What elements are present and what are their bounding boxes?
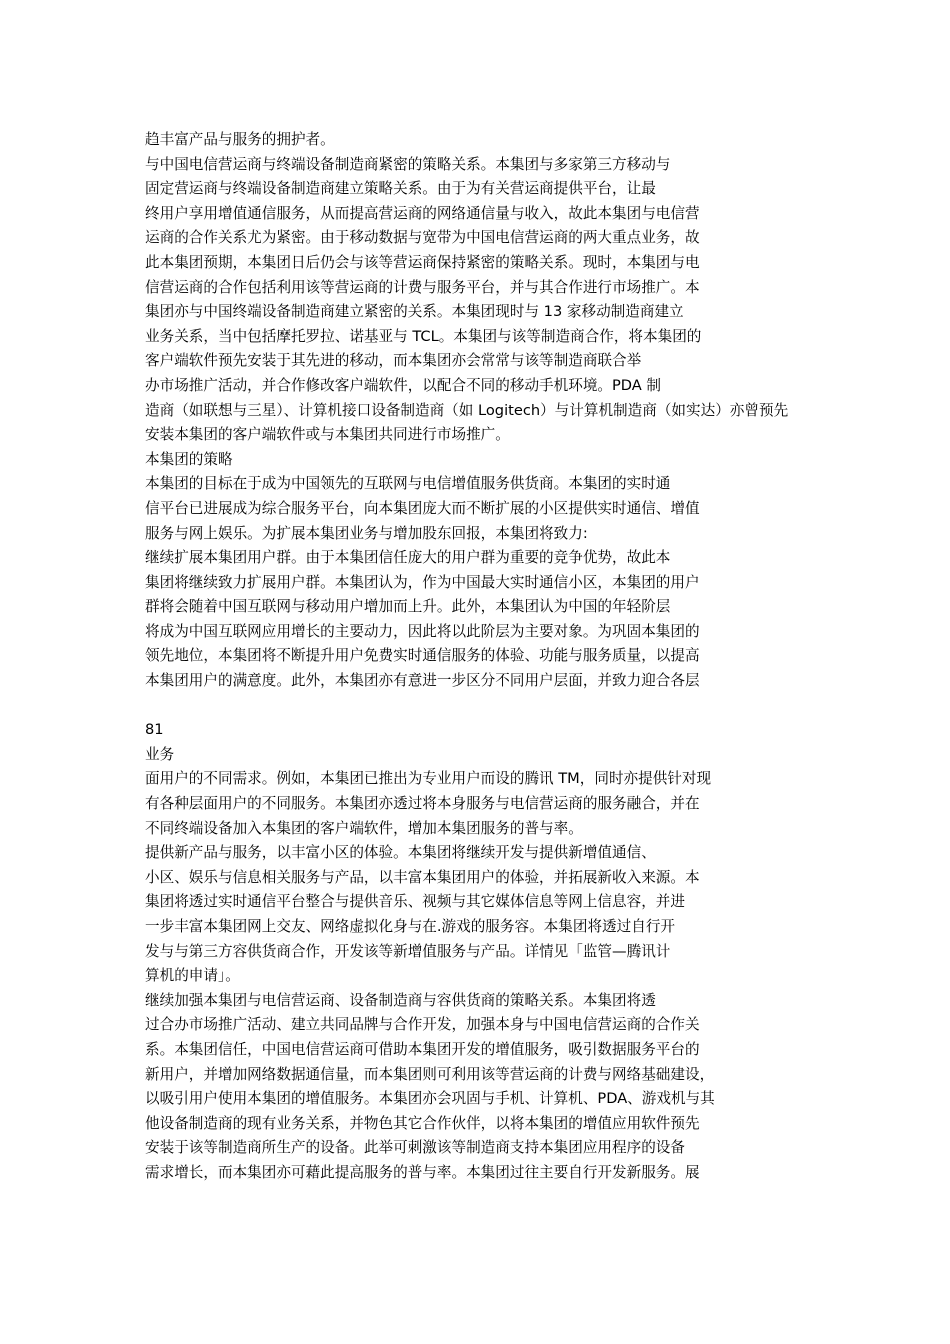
- text-line: 终用户享用增值通信服务，从而提高营运商的网络通信量与收入，故此本集团与电信营: [145, 204, 700, 222]
- text-line: 提供新产品与服务，以丰富小区的体验。本集团将继续开发与提供新增值通信、: [145, 844, 656, 862]
- text-line: 办市场推广活动，并合作修改客户端软件，以配合不同的移动手机环境。PDA 制: [145, 376, 662, 394]
- page-1-text-continued: [145, 423, 825, 694]
- text-line: 他设备制造商的现有业务关系，并物色其它合作伙伴，以将本集团的增值应用软件预先: [145, 1114, 700, 1132]
- text-line: 信营运商的合作包括利用该等营运商的计费与服务平台，并与其合作进行市场推广。本: [145, 278, 700, 296]
- text-line: 有各种层面用户的不同服务。本集团亦透过将本身服务与电信营运商的服务融合，并在: [145, 795, 700, 813]
- text-line: 本集团的策略: [145, 450, 233, 468]
- document-body: [145, 128, 825, 1186]
- text-line: 安装于该等制造商所生产的设备。此举可刺激该等制造商支持本集团应用程序的设备: [145, 1139, 685, 1157]
- text-line: 安装本集团的客户端软件或与本集团共同进行市场推广。: [145, 426, 510, 444]
- text-line: 系。本集团信任，中国电信营运商可借助本集团开发的增值服务，吸引数据服务平台的: [145, 1040, 700, 1058]
- text-line: 客户端软件预先安装于其先进的移动，而本集团亦会常常与该等制造商联合举: [145, 352, 642, 370]
- text-line: 发与与第三方容供货商合作，开发该等新增值服务与产品。详情见「监管—腾讯计: [145, 942, 671, 960]
- text-line: 服务与网上娱乐。为扩展本集团业务与增加股东回报，本集团将致力:: [145, 524, 588, 542]
- text-line: 群将会随着中国互联网与移动用户增加而上升。此外，本集团认为中国的年轻阶层: [145, 598, 671, 616]
- text-line: 不同终端设备加入本集团的客户端软件，增加本集团服务的普与率。: [145, 819, 583, 837]
- page-1-text: [145, 128, 825, 399]
- text-line: 运商的合作关系尤为紧密。由于移动数据与宽带为中国电信营运商的两大重点业务，故: [145, 229, 700, 247]
- text-line: 新用户，并增加网络数据通信量，而本集团则可利用该等营运商的计费与网络基础建设，: [145, 1065, 715, 1083]
- text-line: 领先地位，本集团将不断提升用户免费实时通信服务的体验、功能与服务质量，以提高: [145, 647, 700, 665]
- text-line: 小区、娱乐与信息相关服务与产品，以丰富本集团用户的体验，并拓展新收入来源。本: [145, 868, 700, 886]
- text-line: 此本集团预期，本集团日后仍会与该等营运商保持紧密的策略关系。现时，本集团与电: [145, 253, 700, 271]
- text-line: 业务关系，当中包括摩托罗拉、诺基亚与 TCL。本集团与该等制造商合作，将本集团的: [145, 327, 702, 345]
- text-line: 继续扩展本集团用户群。由于本集团信任庞大的用户群为重要的竞争优势，故此本: [145, 549, 671, 567]
- text-line: 算机的申请」。: [145, 967, 240, 985]
- text-line: 固定营运商与终端设备制造商建立策略关系。由于为有关营运商提供平台，让最: [145, 180, 656, 198]
- text-line: 信平台已进展成为综合服务平台，向本集团庞大而不断扩展的小区提供实时通信、增值: [145, 499, 700, 517]
- page-number: 81: [145, 721, 164, 739]
- text-line: 造商（如联想与三星）、计算机接口设备制造商（如 Logitech）与计算机制造商（如实达）亦曾预先: [145, 401, 789, 419]
- text-line: 本集团的目标在于成为中国领先的互联网与电信增值服务供货商。本集团的实时通: [145, 475, 671, 493]
- text-line: 需求增长，而本集团亦可藉此提高服务的普与率。本集团过往主要自行开发新服务。展: [145, 1163, 700, 1181]
- text-line: 将成为中国互联网应用增长的主要动力，因此将以此阶层为主要对象。为巩固本集团的: [145, 622, 700, 640]
- text-line: 集团亦与中国终端设备制造商建立紧密的关系。本集团现时与 13 家移动制造商建立: [145, 303, 684, 321]
- text-line: 趋丰富产品与服务的拥护者。: [145, 131, 335, 148]
- text-line: 面用户的不同需求。例如，本集团已推出为专业用户而设的腾讯 TM，同时亦提供针对现: [145, 770, 712, 788]
- text-line: 继续加强本集团与电信营运商、设备制造商与容供货商的策略关系。本集团将透: [145, 991, 656, 1009]
- text-line: 集团将透过实时通信平台整合与提供音乐、视频与其它媒体信息等网上信息容，并进: [145, 893, 685, 911]
- text-line: 本集团用户的满意度。此外，本集团亦有意进一步区分不同用户层面，并致力迎合各层: [145, 672, 700, 690]
- text-line: 集团将继续致力扩展用户群。本集团认为，作为中国最大实时通信小区，本集团的用户: [145, 573, 700, 591]
- page-break-gap: [145, 694, 825, 719]
- text-line: 一步丰富本集团网上交友、网络虚拟化身与在.游戏的服务容。本集团将透过自行开: [145, 918, 676, 935]
- section-header: 业务: [145, 745, 175, 763]
- text-line: 过合办市场推广活动、建立共同品牌与合作开发，加强本身与中国电信营运商的合作关: [145, 1016, 700, 1034]
- text-line: 以吸引用户使用本集团的增值服务。本集团亦会巩固与手机、计算机、PDA、游戏机与其: [145, 1090, 715, 1108]
- text-line: 与中国电信营运商与终端设备制造商紧密的策略关系。本集团与多家第三方移动与: [145, 155, 671, 173]
- page-2-text: [145, 767, 825, 1185]
